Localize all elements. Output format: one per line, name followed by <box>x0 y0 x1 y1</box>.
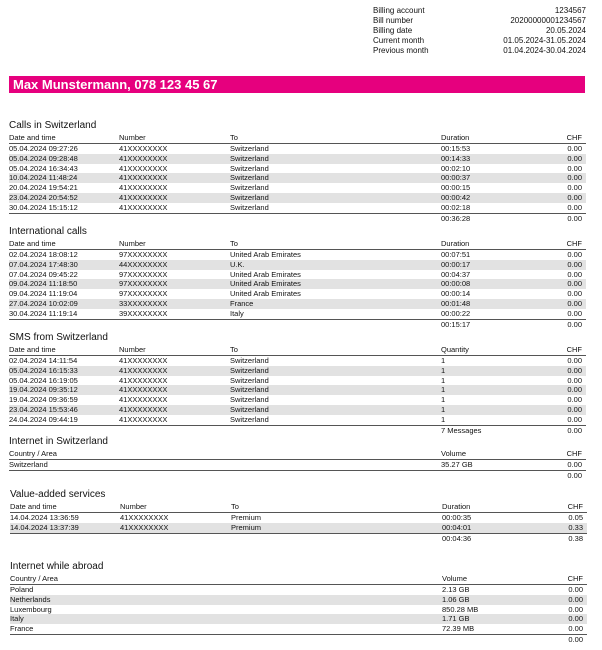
table-header <box>9 239 586 250</box>
table-cell: 05.04.2024 16:15:33 <box>9 365 78 375</box>
total-cell: 0.00 <box>568 634 583 644</box>
table-cell: 41XXXXXXXX <box>119 395 168 405</box>
table-cell: 0.05 <box>568 513 583 522</box>
table-cell: 0.00 <box>567 385 582 395</box>
section-internet-switzerland <box>9 435 586 481</box>
total-cell: 00:04:36 <box>442 533 472 543</box>
table-cell: 00:00:35 <box>442 513 472 522</box>
column-header: Duration <box>442 502 471 511</box>
table-cell: 0.00 <box>568 624 583 634</box>
table-cell: 19.04.2024 09:36:59 <box>9 395 78 405</box>
table-cell: 97XXXXXXXX <box>119 250 168 259</box>
column-header: Volume <box>441 449 467 458</box>
column-header: To <box>231 502 239 511</box>
table-cell: 14.04.2024 13:36:59 <box>10 513 79 522</box>
table-cell: Switzerland <box>230 365 269 375</box>
table-cell: 0.00 <box>567 250 582 259</box>
table-cell: Switzerland <box>230 144 269 153</box>
table-cell: 35.27 GB <box>441 460 473 469</box>
total-cell: 7 Messages <box>441 425 482 435</box>
table-cell: U.K. <box>230 259 245 269</box>
table-row <box>9 270 586 280</box>
table-cell: 0.00 <box>567 308 582 318</box>
table-cell: 41XXXXXXXX <box>119 404 168 414</box>
billing-date-label: Billing date <box>373 26 413 35</box>
table-cell: Poland <box>10 585 34 594</box>
column-header: Number <box>120 502 147 511</box>
table-cell: 0.00 <box>568 614 583 624</box>
column-header: To <box>230 133 238 142</box>
section-internet-abroad <box>10 560 587 645</box>
table-cell: 97XXXXXXXX <box>119 289 168 299</box>
table-cell: 41XXXXXXXX <box>119 375 168 385</box>
table-cell: 1 <box>441 414 446 424</box>
table-cell: Switzerland <box>230 153 269 163</box>
total-row <box>9 213 586 224</box>
billing-account-row <box>373 6 586 16</box>
table-cell: United Arab Emirates <box>230 279 301 289</box>
table-cell: 41XXXXXXXX <box>119 183 168 193</box>
table-cell: 0.00 <box>567 202 582 212</box>
table-cell: 0.00 <box>567 144 582 153</box>
billing-date-row <box>373 26 586 36</box>
table-cell: 00:00:17 <box>441 259 471 269</box>
table-row <box>10 624 587 634</box>
column-header: CHF <box>567 574 583 583</box>
column-header: Date and time <box>9 133 56 142</box>
section-value-added-services <box>10 488 587 543</box>
table-cell: 19.04.2024 09:35:12 <box>9 385 78 395</box>
table-row <box>10 605 587 615</box>
table-row <box>9 395 586 405</box>
table-cell: Switzerland <box>230 192 269 202</box>
table-row <box>9 356 586 366</box>
column-header: Quantity <box>441 345 469 354</box>
table-cell: Italy <box>10 614 24 624</box>
table-cell: 14.04.2024 13:37:39 <box>10 522 79 532</box>
table-cell: 1.71 GB <box>442 614 470 624</box>
table-cell: 00:00:14 <box>441 289 471 299</box>
column-header: CHF <box>566 345 582 354</box>
section-title: Internet while abroad <box>10 561 104 572</box>
total-cell: 0.00 <box>567 319 582 329</box>
table-cell: 00:00:22 <box>441 308 471 318</box>
current-month-label: Current month <box>373 36 425 45</box>
table-cell: 41XXXXXXXX <box>119 356 168 365</box>
table-cell: 09.04.2024 11:19:04 <box>9 289 78 299</box>
table-header <box>9 449 586 460</box>
previous-month-value: 01.04.2024-30.04.2024 <box>503 46 586 55</box>
table-cell: Switzerland <box>230 375 269 385</box>
table-row <box>10 523 587 533</box>
table-cell: 00:07:51 <box>441 250 471 259</box>
table-row <box>9 173 586 183</box>
column-header: CHF <box>566 133 582 142</box>
table-row <box>9 154 586 164</box>
total-cell: 00:36:28 <box>441 213 471 223</box>
table-cell: Switzerland <box>230 173 269 183</box>
column-header: Duration <box>441 133 470 142</box>
column-header: Number <box>119 345 146 354</box>
table-row <box>9 460 586 470</box>
table-cell: Switzerland <box>230 202 269 212</box>
table-cell: 41XXXXXXXX <box>119 173 168 183</box>
table-cell: 00:01:48 <box>441 298 471 308</box>
table-cell: 0.00 <box>567 356 582 365</box>
table-cell: 41XXXXXXXX <box>119 365 168 375</box>
column-header: Number <box>119 133 146 142</box>
total-cell: 0.00 <box>567 470 582 480</box>
table-cell: 41XXXXXXXX <box>119 163 168 173</box>
table-cell: 72.39 MB <box>442 624 475 634</box>
table-row <box>9 193 586 203</box>
column-header: Volume <box>442 574 468 583</box>
table-cell: 97XXXXXXXX <box>119 279 168 289</box>
billing-account-value: 1234567 <box>554 6 586 15</box>
column-header: To <box>230 239 238 248</box>
table-row <box>9 376 586 386</box>
table-row <box>9 250 586 260</box>
table-cell: 41XXXXXXXX <box>119 202 168 212</box>
table-cell: 00:14:33 <box>441 153 471 163</box>
section-calls-switzerland <box>9 119 586 223</box>
subscriber-banner: Max Munstermann, 078 123 45 67 <box>9 76 585 93</box>
current-month-row <box>373 36 586 46</box>
table-cell: 41XXXXXXXX <box>119 153 168 163</box>
table-cell: 0.00 <box>567 173 582 183</box>
table-cell: 0.00 <box>568 594 583 604</box>
table-row <box>9 279 586 289</box>
table-cell: France <box>10 624 34 634</box>
table-cell: 07.04.2024 17:48:30 <box>9 259 78 269</box>
table-cell: 41XXXXXXXX <box>119 192 168 202</box>
table-cell: 0.00 <box>567 163 582 173</box>
table-cell: 0.00 <box>567 153 582 163</box>
table-cell: 00:00:08 <box>441 279 471 289</box>
table-cell: 09.04.2024 11:18:50 <box>9 279 78 289</box>
table-cell: 05.04.2024 09:27:26 <box>9 144 78 153</box>
column-header: Date and time <box>10 502 57 511</box>
table-cell: 00:02:18 <box>441 202 471 212</box>
table-cell: Luxembourg <box>10 604 52 614</box>
table-cell: 00:00:15 <box>441 183 471 193</box>
table-header <box>10 574 587 585</box>
table-row <box>9 289 586 299</box>
table-cell: 0.00 <box>567 365 582 375</box>
section-title: Internet in Switzerland <box>9 436 108 447</box>
table-cell: 41XXXXXXXX <box>120 513 169 522</box>
total-row <box>10 533 587 544</box>
table-header <box>9 345 586 356</box>
billing-account-label: Billing account <box>373 6 425 15</box>
table-cell: 05.04.2024 16:34:43 <box>9 163 78 173</box>
column-header: CHF <box>567 502 583 511</box>
table-row <box>9 405 586 415</box>
table-cell: Switzerland <box>230 414 269 424</box>
table-row <box>9 415 586 425</box>
table-row <box>10 585 587 595</box>
table-cell: 20.04.2024 19:54:21 <box>9 183 78 193</box>
table-cell: Switzerland <box>230 385 269 395</box>
table-cell: 1 <box>441 375 446 385</box>
section-sms-switzerland <box>9 331 586 435</box>
table-cell: 02.04.2024 14:11:54 <box>9 356 78 365</box>
table-cell: 33XXXXXXXX <box>119 298 168 308</box>
section-title: International calls <box>9 226 87 237</box>
section-international-calls <box>9 225 586 329</box>
table-cell: 0.00 <box>567 192 582 202</box>
table-cell: 850.28 MB <box>442 604 479 614</box>
table-cell: 00:00:42 <box>441 192 471 202</box>
table-row <box>10 513 587 523</box>
table-cell: 41XXXXXXXX <box>119 414 168 424</box>
table-cell: 00:00:37 <box>441 173 471 183</box>
table-row <box>9 366 586 376</box>
table-cell: United Arab Emirates <box>230 269 301 279</box>
table-row <box>9 385 586 395</box>
table-cell: 41XXXXXXXX <box>119 385 168 395</box>
table-cell: 10.04.2024 11:48:24 <box>9 173 78 183</box>
current-month-value: 01.05.2024-31.05.2024 <box>503 36 586 45</box>
total-cell: 00:15:17 <box>441 319 471 329</box>
table-cell: 39XXXXXXXX <box>119 308 168 318</box>
table-cell: 02.04.2024 18:08:12 <box>9 250 78 259</box>
table-cell: 05.04.2024 16:19:05 <box>9 375 78 385</box>
table-cell: 0.00 <box>568 604 583 614</box>
column-header: To <box>230 345 238 354</box>
column-header: Country / Area <box>10 574 58 583</box>
section-title: SMS from Switzerland <box>9 332 108 343</box>
table-cell: 0.00 <box>567 404 582 414</box>
table-cell: 0.00 <box>567 375 582 385</box>
table-cell: 97XXXXXXXX <box>119 269 168 279</box>
total-cell: 0.00 <box>567 425 582 435</box>
table-cell: 07.04.2024 09:45:22 <box>9 269 78 279</box>
billing-date-value: 20.05.2024 <box>545 26 586 35</box>
previous-month-row <box>373 46 586 56</box>
table-cell: Switzerland <box>230 163 269 173</box>
table-cell: Italy <box>230 308 244 318</box>
table-cell: Switzerland <box>9 460 48 469</box>
table-row <box>10 614 587 624</box>
table-cell: 41XXXXXXXX <box>120 522 169 532</box>
column-header: CHF <box>566 239 582 248</box>
column-header: Date and time <box>9 239 56 248</box>
table-cell: 41XXXXXXXX <box>119 144 168 153</box>
table-cell: 1 <box>441 356 446 365</box>
total-cell: 0.38 <box>568 533 583 543</box>
table-cell: 0.00 <box>567 395 582 405</box>
table-cell: 0.00 <box>567 298 582 308</box>
table-cell: Premium <box>231 513 262 522</box>
table-row <box>9 183 586 193</box>
table-cell: 0.00 <box>567 279 582 289</box>
table-cell: United Arab Emirates <box>230 289 301 299</box>
column-header: Country / Area <box>9 449 57 458</box>
table-cell: 0.00 <box>567 269 582 279</box>
table-cell: 00:04:01 <box>442 522 472 532</box>
table-cell: 2.13 GB <box>442 585 470 594</box>
column-header: CHF <box>566 449 582 458</box>
table-cell: 00:04:37 <box>441 269 471 279</box>
table-header <box>10 502 587 513</box>
table-row <box>9 203 586 213</box>
table-cell: 0.00 <box>567 289 582 299</box>
bill-number-value: 20200000001234567 <box>510 16 586 25</box>
table-row <box>9 309 586 319</box>
column-header: Date and time <box>9 345 56 354</box>
table-cell: Premium <box>231 522 262 532</box>
bill-number-label: Bill number <box>373 16 414 25</box>
column-header: Duration <box>441 239 470 248</box>
table-cell: United Arab Emirates <box>230 250 301 259</box>
table-cell: 0.00 <box>568 585 583 594</box>
table-cell: Switzerland <box>230 404 269 414</box>
table-cell: 0.00 <box>567 414 582 424</box>
total-row <box>9 425 586 436</box>
table-cell: 1 <box>441 365 446 375</box>
table-cell: 44XXXXXXXX <box>119 259 168 269</box>
table-cell: Switzerland <box>230 183 269 193</box>
table-cell: 0.00 <box>567 259 582 269</box>
table-cell: 24.04.2024 09:44:19 <box>9 414 78 424</box>
table-cell: 27.04.2024 10:02:09 <box>9 298 78 308</box>
table-cell: 00:15:53 <box>441 144 471 153</box>
table-cell: Switzerland <box>230 356 269 365</box>
table-cell: Netherlands <box>10 594 51 604</box>
total-cell: 0.00 <box>567 213 582 223</box>
total-row <box>10 634 587 645</box>
table-cell: 0.00 <box>567 183 582 193</box>
table-row <box>9 144 586 154</box>
table-cell: 1 <box>441 395 446 405</box>
table-row <box>10 595 587 605</box>
table-cell: 23.04.2024 15:53:46 <box>9 404 78 414</box>
table-cell: 1 <box>441 385 446 395</box>
table-cell: 1 <box>441 404 446 414</box>
table-cell: 0.33 <box>568 522 583 532</box>
table-row <box>9 260 586 270</box>
table-row <box>9 299 586 309</box>
table-cell: 23.04.2024 20:54:52 <box>9 192 78 202</box>
previous-month-label: Previous month <box>373 46 429 55</box>
section-title: Calls in Switzerland <box>9 120 97 131</box>
table-row <box>9 164 586 174</box>
table-cell: 30.04.2024 15:15:12 <box>9 202 78 212</box>
table-cell: 30.04.2024 11:19:14 <box>9 308 78 318</box>
column-header: Number <box>119 239 146 248</box>
table-cell: Switzerland <box>230 395 269 405</box>
table-cell: 00:02:10 <box>441 163 471 173</box>
table-cell: France <box>230 298 254 308</box>
bill-number-row <box>373 16 586 26</box>
total-row <box>9 470 586 481</box>
section-title: Value-added services <box>10 489 106 500</box>
table-cell: 0.00 <box>567 460 582 469</box>
table-cell: 05.04.2024 09:28:48 <box>9 153 78 163</box>
table-header <box>9 133 586 144</box>
total-row <box>9 319 586 330</box>
table-cell: 1.06 GB <box>442 594 470 604</box>
billing-info <box>373 6 586 56</box>
